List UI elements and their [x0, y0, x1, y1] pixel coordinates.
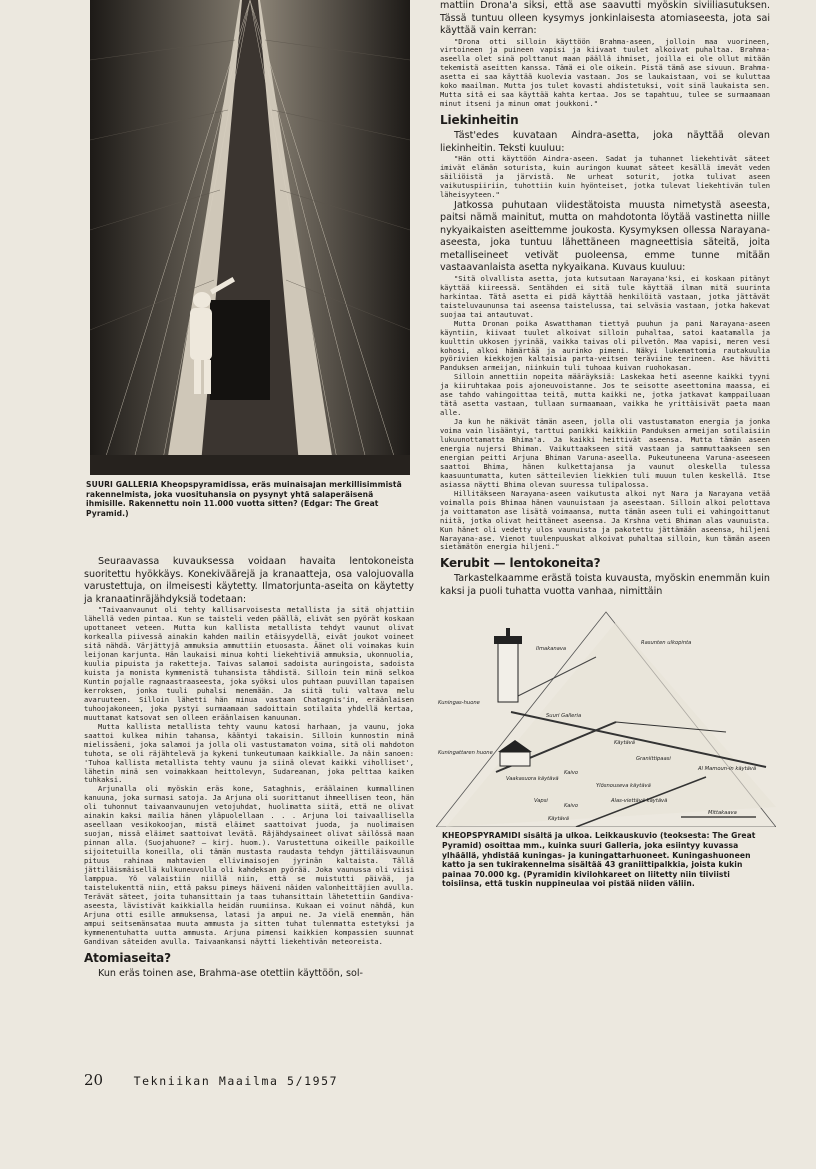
pyramid-caption: KHEOPSPYRAMIDI sisältä ja ulkoa. Leikkauskuvio (teoksesta: The Great Pyramid) osoittaa mm., kuinka suuri Galleria, joka esiintyy kuvassa ylhäällä, yhdistää kuningas- ja kuningattarhuoneet. Kuningashuoneen katto ja sen tukirakennelma sisältää 43 graniittipalkkia, joista kukin painaa 70.000 kg. (Pyramidin kivilohkareet on liitetty niin tiiviisti toisiinsa, että tuskin nuppineulaa voi pistää niiden väliin. — [442, 831, 756, 889]
body-paragraph: Kun eräs toinen ase, Brahma-ase otettiin käyttöön, sol- — [98, 967, 363, 979]
quote-paragraph: Mutta kallista metallista tehty vaunu katosi harhaan, ja vaunu, joka saattoi kulkea mihin tahansa, kääntyi takaisin. Silloin kunnostin minä mielissäeni, joka salamoi ja jolla oli vastustamaton voima, sitä oli mahdoton tuhota, se oli räjähtelevä ja kykeni tunkeutumaan kaikkialle. Ja näin sanoen: 'Tuhoa kallista metallista tehty vaunu ja siinä olevat kaikki viholliset', lähetin minä sen voimakkaan heittolevyn, Sudareanan, joka pelttaa kaiken tuhkaksi. — [84, 721, 414, 785]
right-column — [440, 0, 770, 889]
left-column — [84, 480, 414, 980]
label-graniittipaasi: Graniittipaasi — [636, 756, 671, 763]
section-heading-kerubit: Kerubit — lentokoneita? — [440, 556, 601, 571]
label-ulkopinta: Rasunten ulkopinta — [641, 640, 692, 647]
quote-paragraph: "Hän otti käyttöön Aindra-aseen. Sadat ja tuhannet liekehtivät säteet imivät elämän soturista, kuin auringon kuumat säteet kesällä imevät veden säiliöistä ja järvistä. Ne urheat soturit, jotka tulivat aseen vaikutuspiiriin, tuhottiin kuin hyönteiset, jotka tulevat liekehtivän tulen läheisyyteen." — [440, 154, 770, 199]
section-heading-atomiaseita: Atomiaseita? — [84, 950, 171, 965]
quote-paragraph: Silloin annettiin nopeita määräyksiä: Laskekaa heti aseenne kaikki tyyni ja kiiruhtakaa pois ajoneuvoistanne. Jos te seisotte aseettomina maassa, ei ase tahdo vahingoittaa teitä, mutta kaikki ne, jotka jatkavat kamppailuaan tätä asetta vastaan, tullaan surmaamaan, vaikka he yrittäisivät paeta maan alle. — [440, 372, 770, 418]
body-paragraph: Täst'edes kuvataan Aindra-asetta, joka näyttää olevan liekinheitin. Teksti kuuluu: — [440, 130, 770, 154]
quote-paragraph: "Drona otti silloin käyttöön Brahma-aseen, jolloin maa vuorineen, virtoineen ja puineen vapisi ja kiivaat tuulet alkoivat puhaltaa. Brahma-aseella olet sinä polttanut maan päällä ihmiset, joilla ei ole ollut mitään tekemistä aseitten kanssa. Tämä ei ole oikein. Pistä tämä ase sivuun. Brahma-asetta ei saa käyttää kuolevia vastaan. Jos se laukaistaan, voi se kuluttaa koko maailman. Mutta jos tulet kovasti ahdistetuksi, voit sinä laukaista sen. Mutta sitä ei saa käyttää kahta kertaa. Jos se tapahtuu, tulee se surmaamaan minut itseni ja minun omat joukkoni." — [440, 36, 770, 109]
body-paragraph: Jatkossa puhutaan viidestätoista muusta nimetystä aseesta, paitsi nämä mainitut, mutta on mahdotonta löytää vastinetta niille nykyaikaisten aseittemme joukosta. Kysymyksen ollessa Narayana-aseesta, joka tuntuu lähettäneen magneettisia säteitä, joita metalliseineet vetivät puoleensa, emme tunne mitään vastaavanlaista asetta nykyaikana. Kuvaus kuuluu: — [440, 199, 770, 274]
label-alas: Alas-viettävä käytävä — [611, 798, 668, 805]
label-vaakasuora: Vaakasuora käytävä — [506, 776, 559, 783]
quote-paragraph: "Taivaanvaunut oli tehty kallisarvoisesta metallista ja sitä ohjattiin lähellä veden pintaa. Kun se taisteli veden päällä, elivät sen pyörät koskaan upottaneet veteen. Mutta kun kallista metallista tehdyt vaunut olivat korkealla piivessä ainakin kahden mailin etäisyydellä, eivät joukot voineet sitä nähdä. Värjättyjä ammuksia ammuttiin etuosasta. Äänet oli voimakas kuin leijonan karjunta. Hän laukaisi minua kohti liekehtiviä ammuksia, ukonnuolia, kuulia pipuista ja raketteja. Taivas salamoi sadoista auringoista, sadoista kuista ja monista kymmenistä tuhansista tähdistä. Silloin tein minä selkoa Kuntin pojalle ragnaastraaseesta, joka syöksi ulos puhtaan puuvillan tapaisen kerroksen, jonka tuuli puhalsi menemään. Ja siitä tuli valtava melu avaruuteen. Silloin lähetti hän minua vastaan Chatagnis'in, eräänlaisen tuhoojakoneen, joka pystyi surmaamaan sadoittain sotilaita yhdellä kertaa, muuttamat katsovat sen olleen eräänlaisen kanuunan. — [84, 605, 414, 722]
gallery-drawing — [90, 0, 410, 475]
label-kaytava: Käytävä — [614, 740, 635, 747]
label-suuri-galleria: Suuri Galleria — [546, 713, 582, 720]
label-al-mamoun: Al Mamoun-in käytävä — [698, 766, 757, 773]
body-paragraph: Tarkastelkaamme erästä toista kuvausta, myöskin enemmän kuin kaksi ja puoli tuhatta vuotta vanhaa, nimittäin — [440, 573, 770, 597]
label-kaytava-2: Käytävä — [548, 816, 569, 823]
label-ylosnouseva: Ylösnouseva käytävä — [596, 783, 651, 790]
label-mittakaava: Mittakaava — [708, 810, 737, 817]
quote-paragraph: Hillitäkseen Narayana-aseen vaikutusta alkoi nyt Nara ja Narayana vetää voimalla pois Bhimaa hänen vaunuistaan ja aseestaan. Silloin alkoi pelottava ja voittamaton ase lisätä voimaansa, mutta tämän aseen tuli ei vahingoittanut niitä, jotka olivat heittäneet aseensa. Ja Krshna veti Bhiman alas vaunuista. Kun hänet oli vedetty ulos vaunuista ja pakotettu jättämään aseensa, hiljeni Narayana-ase. Vienot tuulenpuuskat alkoivat puhaltaa silloin, kun tämän aseen sietämätön energia hiljeni." — [440, 488, 770, 552]
section-heading-liekinheitin: Liekinheitin — [440, 113, 519, 128]
label-kaivo-2: Kaivo — [564, 803, 579, 810]
gallery-illustration — [90, 0, 410, 475]
label-kuningashuone: Kuningas-huone — [438, 700, 480, 707]
magazine-name: Tekniikan Maailma 5/1957 — [133, 1074, 339, 1088]
label-kuningattaren-huone: Kuningattaren huone — [438, 750, 493, 757]
quote-paragraph: Arjunalla oli myöskin eräs kone, Sataghnis, eräälainen kummallinen kanuuna, joka surmasi satoja. Ja Arjuna oli suorittanut ihmeellisen teon, hän oli tuhonnut taivaanvaunujen vetojuhdat, huolimatta siitä, että ne olivat ainakin kaksi mailia hänen yläpuolellaan . . . Arjuna loi taivaallisella aseellaan vesikokoojan, mistä eläimet saattoivat juoda, ja nuolimaisen suojan, missä eläimet saattoivat levätä. Räjähdysaineet olivat säilössä maan pinnan alla. (Suojahuone? — kirj. huom.). Varustettuna oikeille paikoille sijoitetuilla koneilla, oli tämän mustasta raudasta tehdyn jättiläisvaunun pituus rahinaa mahtavien ellivimaisojen jyrinän kaltaista. Tällä jättiläismäisellä kulkuneuvolla oli kahdeksan pyörää. Joka vaunussa oli viisi lamppua. Yö valaistiin niillä niin, että se muistutti päivää, ja taistelukenttä niin, että paksu pimeys häiveni näiden valonheittäjien avulla. Terävät säteet, joita tuhansittain ja taas tuhansittain lähetettiin Gandiva-aseesta, lävistivät kaikkialla heidän ruumiinsa. Kukaan ei voinut nähdä, kun Arjuna otti esille ammuksensa, latasi ja ampui ne. Ja vielä enemmän, hän ampui seitsemänsataa muuta ammusta ja sitten tuhat tulenmatta estetyksi ja kymmenentuhatta uutta ammusta. Arjuna pimensi kaikkien kompassien suunnat Gandivan säteiden avulla. Taivaankansi näytti liekehtivän meteoreista. — [84, 784, 414, 946]
intro-paragraph: Seuraavassa kuvauksessa voidaan havaita lentokoneista suoritettu hyökkäys. Konekiväärejä ja kranaatteja, osa valojuovalla varustettuja, on ilmeisesti käytetty. Ilmatorjunta-aseita on käytetty ja kranaatinräjähdyksiä todetaan: — [84, 556, 414, 605]
quote-paragraph: Ja kun he näkivät tämän aseen, jolla oli vastustamaton energia ja jonka voima vain lisääntyi, tarttui panikki kaikkiin Panduksen armeijan sotilaisiin lukuunottamatta Bhima'a. Ja kaikki heittivät aseensa. Mutta tämän aseen energia nujersi Bhiman. Vaikuttaakseen sitä vastaan ja sammuttaakseen sen energian peitti Arjuna Bhiman Varuna-aseella. Pukeutuneena Varuna-aseeseen saattoi Bhima, hänen kulkettajansa ja vaunut oleskella tulessa kaasuuntumatta, kuten sätteilevien liekkien tuli muuun tulen keskellä. Itse asiassa näytti Bhima olevan suuressa tulipalossa. — [440, 417, 770, 489]
label-ilmakanava: Ilmakanava — [536, 646, 567, 653]
page-number: 20 — [84, 1071, 104, 1089]
quote-paragraph: Mutta Dronan poika Aswatthaman tiettyä puuhun ja pani Narayana-aseen käyntiin, kiivaat tuulet alkoivat silloin puhaltaa, satoi kaatamalla ja kuulttin ukkosen jyrinää, vaikka taivas oli pilvetön. Maa vapisi, meren vesi kohosi, alkoi hämärtää ja aurinko pimeni. Näkyi lukemattomia rautakuulia pyörivien kiekkojen kaltaisia parta-veitsen teräviine terineen. Ase hävitti Panduksen armeijan, niinkuin tuli tuhoaa kuivan ruohokasan. — [440, 318, 770, 373]
quote-paragraph: "Sitä olvallista asetta, jota kutsutaan Narayana'ksi, ei koskaan pitänyt käyttää kiireessä. Sentähden ei sitä tule käyttää ilman mitä suurinta harkintaa. Tätä asetta ei pidä käyttää henkilöitä vastaan, jotka jättävät taisteluvaununsa tai aseensa taistelussa, tai selväsia vastaan, jotka hakevat suojaa tai antautuvat. — [440, 273, 770, 319]
label-vapsi: Vapsi — [534, 798, 548, 805]
body-paragraph: mattiin Drona'a siksi, että ase saavutti myöskin siviiliasutuksen. Tässä tuntuu olleen kysymys jonkinlaisesta atomiaseesta, jota sai käyttää vain kerran: — [440, 0, 770, 36]
gallery-caption: SUURI GALLERIA Kheopspyramidissa, eräs muinaisajan merkillisimmistä rakennelmista, joka vuosituhansia on pysynyt yhtä salaperäisenä ihmisille. Rakennettu noin 11.000 vuotta sitten? (Edgar: The Great Pyramid.) — [86, 480, 402, 518]
pyramid-cross-section — [436, 602, 776, 827]
label-kaivo: Kaivo — [564, 770, 579, 777]
pyramid-diagram — [436, 602, 776, 827]
page-footer — [84, 1071, 484, 1089]
